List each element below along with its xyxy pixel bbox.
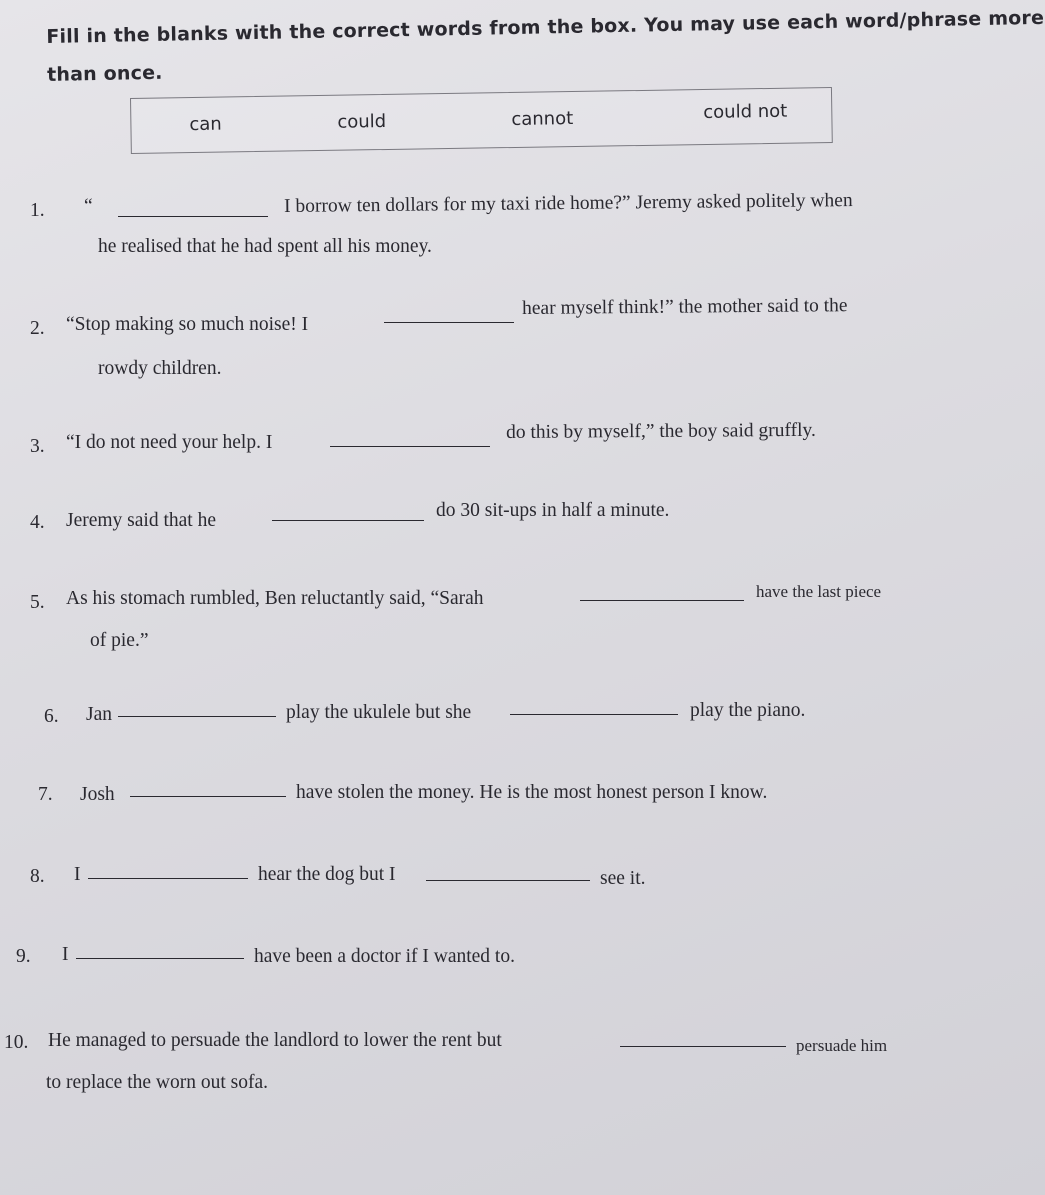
question-text: I borrow ten dollars for my taxi ride home?” Jeremy asked politely when bbox=[284, 190, 853, 217]
question-text: persuade him bbox=[796, 1036, 888, 1055]
question-text-line-2: of pie.” bbox=[90, 630, 149, 651]
question-text: He managed to persuade the landlord to lower the rent but bbox=[48, 1030, 502, 1051]
answer-blank[interactable] bbox=[88, 878, 248, 879]
question-number: 10. bbox=[4, 1032, 29, 1053]
question-text: play the piano. bbox=[690, 700, 806, 721]
word-option: can bbox=[189, 113, 222, 136]
question-number: 8. bbox=[30, 866, 45, 887]
question-text: do 30 sit-ups in half a minute. bbox=[436, 500, 670, 521]
question-text: Josh bbox=[80, 784, 115, 805]
question-number: 1. bbox=[30, 200, 45, 221]
question-text: play the ukulele but she bbox=[286, 702, 472, 723]
answer-blank[interactable] bbox=[118, 216, 268, 217]
answer-blank[interactable] bbox=[384, 322, 514, 323]
answer-blank[interactable] bbox=[272, 520, 424, 521]
question-number: 9. bbox=[16, 946, 31, 967]
question-text-line-2: to replace the worn out sofa. bbox=[46, 1072, 269, 1093]
instruction bbox=[46, 2, 1045, 94]
question-text: As his stomach rumbled, Ben reluctantly said, “Sarah bbox=[66, 588, 484, 609]
question-number: 6. bbox=[44, 706, 59, 727]
open-quote: “ bbox=[84, 196, 93, 217]
instruction-line-2: than once. bbox=[46, 61, 163, 86]
word-option: could not bbox=[703, 100, 788, 123]
question-text-line-2: rowdy children. bbox=[98, 358, 222, 379]
question-text: have stolen the money. He is the most honest person I know. bbox=[296, 782, 768, 803]
question-text: “Stop making so much noise! I bbox=[66, 314, 309, 335]
question-text: have the last piece bbox=[756, 582, 882, 601]
word-box bbox=[130, 87, 833, 154]
answer-blank[interactable] bbox=[118, 716, 276, 717]
question-text: hear myself think!” the mother said to the bbox=[522, 295, 848, 319]
question-text: see it. bbox=[600, 868, 646, 889]
answer-blank[interactable] bbox=[130, 796, 286, 797]
question-text: “I do not need your help. I bbox=[66, 432, 273, 453]
answer-blank[interactable] bbox=[330, 446, 490, 447]
question-text: I bbox=[74, 864, 81, 885]
question-text: have been a doctor if I wanted to. bbox=[254, 946, 515, 967]
question-number: 3. bbox=[30, 436, 45, 457]
question-number: 2. bbox=[30, 318, 45, 339]
question-number: 4. bbox=[30, 512, 45, 533]
question-text: I bbox=[62, 944, 69, 965]
answer-blank[interactable] bbox=[510, 714, 678, 715]
instruction-line-1: Fill in the blanks with the correct words from the box. You may use each word/phrase more bbox=[46, 6, 1045, 48]
answer-blank[interactable] bbox=[426, 880, 590, 881]
question-text-line-2: he realised that he had spent all his money. bbox=[98, 236, 432, 257]
question-text: Jeremy said that he bbox=[66, 510, 216, 531]
answer-blank[interactable] bbox=[580, 600, 744, 601]
question-text: hear the dog but I bbox=[258, 864, 396, 885]
question-text: Jan bbox=[86, 704, 112, 725]
question-number: 5. bbox=[30, 592, 45, 613]
word-option: cannot bbox=[511, 108, 574, 131]
question-text: do this by myself,” the boy said gruffly. bbox=[506, 419, 816, 443]
question-number: 7. bbox=[38, 784, 53, 805]
answer-blank[interactable] bbox=[76, 958, 244, 959]
answer-blank[interactable] bbox=[620, 1046, 786, 1047]
word-option: could bbox=[337, 110, 387, 133]
